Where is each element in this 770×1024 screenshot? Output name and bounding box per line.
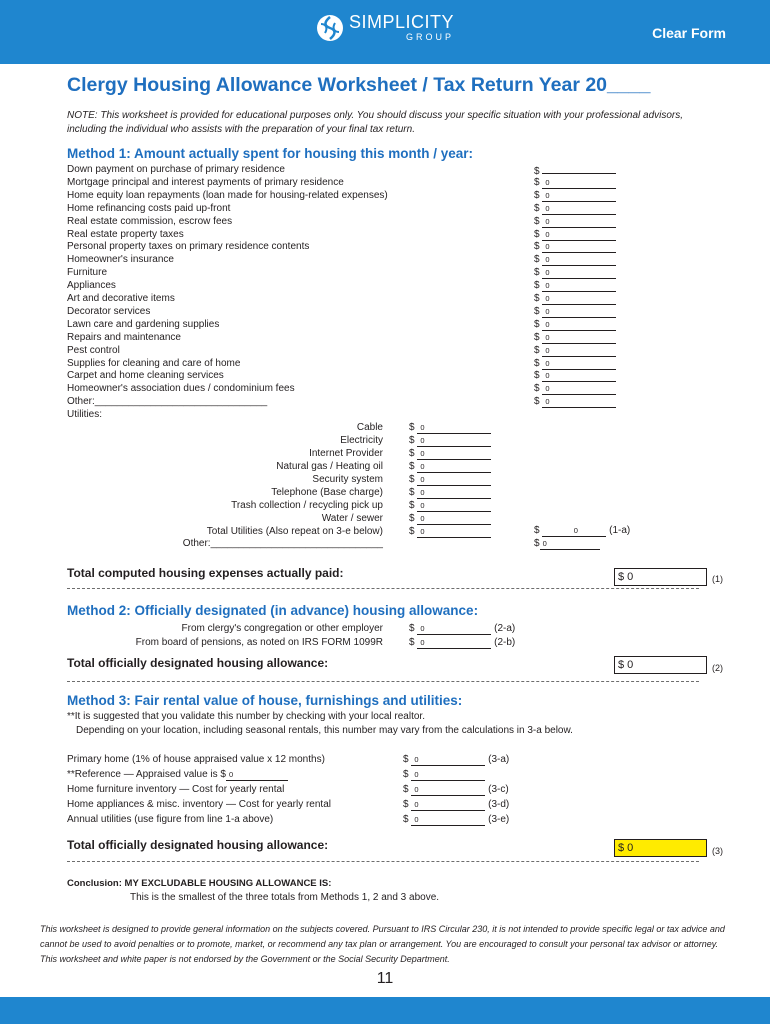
method1-item-label: Repairs and maintenance	[67, 331, 181, 343]
method1-heading: Method 1: Amount actually spent for housing this month / year:	[67, 146, 474, 161]
method1-item-label: Homeowner's association dues / condominium fees	[67, 383, 295, 395]
method1-amount-field[interactable]: $ 0	[534, 345, 616, 357]
method1-item-label: Supplies for cleaning and care of home	[67, 357, 241, 369]
utility-amount-value[interactable]: 0	[417, 515, 491, 525]
method1-item-label: Down payment on purchase of primary residence	[67, 164, 285, 175]
utility-item-label: Telephone (Base charge)	[271, 487, 383, 498]
method1-item-label: Homeowner's insurance	[67, 254, 174, 266]
method1-amount-field[interactable]: $ 0	[534, 177, 616, 189]
method1-amount-field[interactable]: $ 0	[534, 293, 616, 305]
method3-amount-value[interactable]: 0	[411, 756, 485, 766]
utility-amount-value[interactable]: 0	[417, 502, 491, 512]
method3-total-label: Total officially designated housing allowance:	[67, 838, 329, 852]
method3-amount-field[interactable]: $ 0	[403, 769, 485, 781]
method2-total-box[interactable]: $ 0	[614, 656, 707, 674]
conclusion-text: This is the smallest of the three totals from Methods 1, 2 and 3 above.	[130, 892, 440, 903]
utility-amount-field[interactable]: $ 0	[409, 435, 491, 447]
method1-amount-value[interactable]: 0	[542, 256, 616, 266]
method1-amount-value[interactable]: 0	[542, 347, 616, 357]
utility-amount-value[interactable]: 0	[417, 437, 491, 447]
educational-note: NOTE: This worksheet is provided for educational purposes only. You should discuss your specific situation with your professional advisors, including the individual who assists with the preparation of your final tax return.	[67, 110, 684, 135]
method1-total-ref: (1)	[712, 574, 723, 584]
method1-item-label: Mortgage principal and interest payments of primary residence	[67, 176, 344, 188]
method1-item-label: Other:_______________________________	[67, 396, 268, 408]
method3-amount-value[interactable]: 0	[411, 771, 485, 781]
method1-amount-value[interactable]: 0	[542, 218, 616, 228]
method1-amount-field[interactable]: $ 0	[534, 254, 616, 266]
method1-amount-value[interactable]: 0	[542, 179, 616, 189]
method1-amount-value[interactable]: 0	[542, 372, 616, 382]
method1-amount-field[interactable]: $ 0	[534, 190, 616, 202]
method3-item-label: **Reference — Appraised value is $	[67, 769, 226, 780]
method1-amount-value[interactable]: 0	[542, 282, 616, 292]
method2-total-label: Total officially designated housing allowance:	[67, 656, 329, 670]
ref-1a: (1-a)	[609, 525, 631, 536]
method3-note-location: Depending on your location, including seasonal rentals, this number may vary from the calculations in 3-a below.	[76, 725, 573, 736]
utility-item-label: Natural gas / Heating oil	[276, 461, 383, 472]
simplicity-logo-icon	[316, 14, 344, 42]
method2-item-label: From clergy's congregation or other employer	[181, 623, 383, 634]
utility-amount-value[interactable]: 0	[417, 489, 491, 499]
brand-name: SIMPLICITY	[349, 12, 455, 32]
utility-amount-field[interactable]: $ 0	[409, 526, 491, 538]
utility-amount-field[interactable]: $ 0	[409, 487, 491, 499]
method1-item-label: Lawn care and gardening supplies	[67, 318, 220, 330]
method1-amount-field[interactable]: $ 0	[534, 229, 616, 241]
divider	[67, 681, 699, 682]
method3-ref: (3-a)	[488, 754, 510, 765]
method2-item-label: From board of pensions, as noted on IRS FORM 1099R	[135, 637, 383, 648]
total-utilities-1a-field[interactable]: $ 0 (1-a)	[534, 525, 631, 536]
utility-item-label: Cable	[356, 422, 383, 433]
method3-item-label: Primary home (1% of house appraised value x 12 months)	[67, 754, 325, 765]
method3-item-label: Annual utilities (use figure from line 1-a above)	[67, 814, 274, 825]
method1-item-label: Decorator services	[67, 305, 151, 317]
appraised-value-row	[67, 769, 288, 781]
method1-total-box[interactable]: $ 0	[614, 568, 707, 586]
method3-ref: (3-c)	[488, 784, 509, 795]
method3-amount-field[interactable]: $ 0 (3-a)	[403, 754, 510, 765]
utility-amount-value[interactable]: 0	[417, 463, 491, 473]
method1-amount-field[interactable]: $ 0	[534, 203, 616, 215]
method2-amount-field[interactable]: $ 0 (2-a)	[409, 623, 516, 634]
method3-ref: (3-d)	[488, 799, 510, 810]
brand-subname: GROUP	[406, 32, 455, 42]
method3-ref: (3-e)	[488, 814, 510, 825]
method1-amount-value[interactable]: 0	[542, 243, 616, 253]
method1-item-label: Home refinancing costs paid up-front	[67, 202, 231, 214]
utility-amount-value[interactable]: 0	[417, 424, 491, 434]
method1-amount-field[interactable]: $ 0	[534, 280, 616, 292]
clear-form-button[interactable]: Clear Form	[652, 25, 726, 41]
method1-amount-field[interactable]: $ 0	[534, 383, 616, 395]
method2-ref: (2-a)	[494, 623, 516, 634]
method1-item-label: Real estate property taxes	[67, 228, 184, 240]
method1-amount-field[interactable]: $ 0	[534, 319, 616, 331]
method3-note-realtor: **It is suggested that you validate this number by checking with your local realtor.	[67, 711, 425, 722]
total-utilities-1a-value[interactable]: 0	[542, 527, 606, 537]
utility-amount-field[interactable]: $ 0	[409, 474, 491, 486]
method2-ref: (2-b)	[494, 637, 516, 648]
method1-amount-field[interactable]: $	[534, 164, 616, 178]
method1-amount-field[interactable]: $ 0	[534, 370, 616, 382]
method1-amount-value[interactable]: 0	[542, 192, 616, 202]
method3-amount-field[interactable]: $ 0 (3-c)	[403, 784, 509, 795]
utilities-label: Utilities:	[67, 409, 103, 420]
method3-item-label: Home appliances & misc. inventory — Cost for yearly rental	[67, 799, 331, 810]
method1-item-label: Pest control	[67, 344, 120, 356]
method1-amount-value[interactable]: 0	[542, 385, 616, 395]
other-utility-value[interactable]: 0	[540, 540, 600, 550]
utility-item-label: Internet Provider	[309, 448, 383, 459]
method1-amount-value[interactable]: 0	[542, 398, 616, 408]
page-number: 11	[376, 970, 394, 987]
method1-item-label: Carpet and home cleaning services	[67, 370, 224, 382]
method3-amount-value[interactable]: 0	[411, 816, 485, 826]
method1-amount-value[interactable]: 0	[542, 231, 616, 241]
method3-total-box[interactable]: $ 0	[614, 839, 707, 857]
method1-amount-value[interactable]: 0	[542, 205, 616, 215]
method1-amount-field[interactable]: $ 0	[534, 332, 616, 344]
method1-amount-field[interactable]: $ 0	[534, 358, 616, 370]
utility-item-label: Electricity	[340, 435, 383, 446]
method3-item-label: Home furniture inventory — Cost for yearly rental	[67, 784, 285, 795]
method1-amount-field[interactable]: $ 0	[534, 306, 616, 318]
other-utility-field[interactable]: $ 0	[534, 538, 600, 550]
utility-item-label: Trash collection / recycling pick up	[231, 500, 383, 511]
method1-amount-value[interactable]: 0	[542, 334, 616, 344]
method1-amount-value[interactable]: 0	[542, 321, 616, 331]
method1-total-label: Total computed housing expenses actually paid:	[67, 566, 344, 580]
utility-item-label: Water / sewer	[321, 513, 383, 524]
utility-amount-value[interactable]: 0	[417, 450, 491, 460]
method2-amount-value[interactable]: 0	[417, 639, 491, 649]
method3-amount-field[interactable]: $ 0 (3-d)	[403, 799, 510, 810]
other-utility-label: Other:_______________________________	[182, 538, 383, 549]
method1-amount-value[interactable]	[542, 164, 616, 174]
utility-amount-field[interactable]: $ 0	[409, 461, 491, 473]
method1-item-label: Art and decorative items	[67, 293, 175, 304]
utility-amount-field[interactable]: $ 0	[409, 500, 491, 512]
method1-amount-value[interactable]: 0	[542, 360, 616, 370]
utility-amount-field[interactable]: $ 0	[409, 513, 491, 525]
utility-amount-value[interactable]: 0	[417, 476, 491, 486]
method2-total-ref: (2)	[712, 663, 723, 673]
method2-heading: Method 2: Officially designated (in advance) housing allowance:	[67, 603, 479, 618]
method2-amount-field[interactable]: $ 0 (2-b)	[409, 637, 516, 648]
method3-amount-field[interactable]: $ 0 (3-e)	[403, 814, 510, 825]
divider	[67, 861, 699, 862]
method1-item-label: Home equity loan repayments (loan made for housing-related expenses)	[67, 189, 388, 201]
method1-amount-value[interactable]: 0	[542, 308, 616, 318]
method1-amount-field[interactable]: $ 0	[534, 216, 616, 228]
method1-amount-field[interactable]: $ 0	[534, 396, 616, 408]
header-bar	[0, 0, 770, 64]
brand-logo	[316, 13, 454, 42]
method1-amount-field[interactable]: $ 0	[534, 241, 616, 253]
legal-disclaimer: This worksheet is designed to provide general information on the subjects covered. Pursuant to IRS Circular 230, it is not intended to provide specific legal or tax advice and cannot be used to avoid penalties or to promote, market, or recommend any tax plan or arrangement. You are encouraged to consult your personal tax advisor or attorney. This worksheet and white paper is not endorsed by the Government or the Social Security Department.	[40, 924, 725, 964]
divider	[67, 588, 699, 589]
method3-amount-value[interactable]: 0	[411, 786, 485, 796]
method3-heading: Method 3: Fair rental value of house, furnishings and utilities:	[67, 693, 463, 708]
method1-item-label: Furniture	[67, 267, 108, 279]
utility-amount-value[interactable]: 0	[417, 528, 491, 538]
method1-amount-value[interactable]: 0	[542, 295, 616, 305]
method3-amount-value[interactable]: 0	[411, 801, 485, 811]
method3-total-ref: (3)	[712, 846, 723, 856]
utility-item-label: Total Utilities (Also repeat on 3-e below)	[206, 526, 383, 537]
method1-amount-field[interactable]: $ 0	[534, 267, 616, 279]
footer-bar	[0, 997, 770, 1024]
method1-item-label: Personal property taxes on primary residence contents	[67, 241, 310, 253]
method1-amount-value[interactable]: 0	[542, 269, 616, 279]
method2-amount-value[interactable]: 0	[417, 625, 491, 635]
appraised-value-input[interactable]: 0	[226, 771, 288, 781]
method1-item-label: Real estate commission, escrow fees	[67, 215, 233, 227]
method1-item-label: Appliances	[67, 280, 116, 292]
utility-amount-field[interactable]: $ 0	[409, 422, 491, 434]
utility-item-label: Security system	[312, 474, 383, 485]
utility-amount-field[interactable]: $ 0	[409, 448, 491, 460]
page-title: Clergy Housing Allowance Worksheet / Tax Return Year 20____	[67, 74, 651, 96]
conclusion-label: Conclusion: MY EXCLUDABLE HOUSING ALLOWANCE IS:	[67, 878, 332, 889]
